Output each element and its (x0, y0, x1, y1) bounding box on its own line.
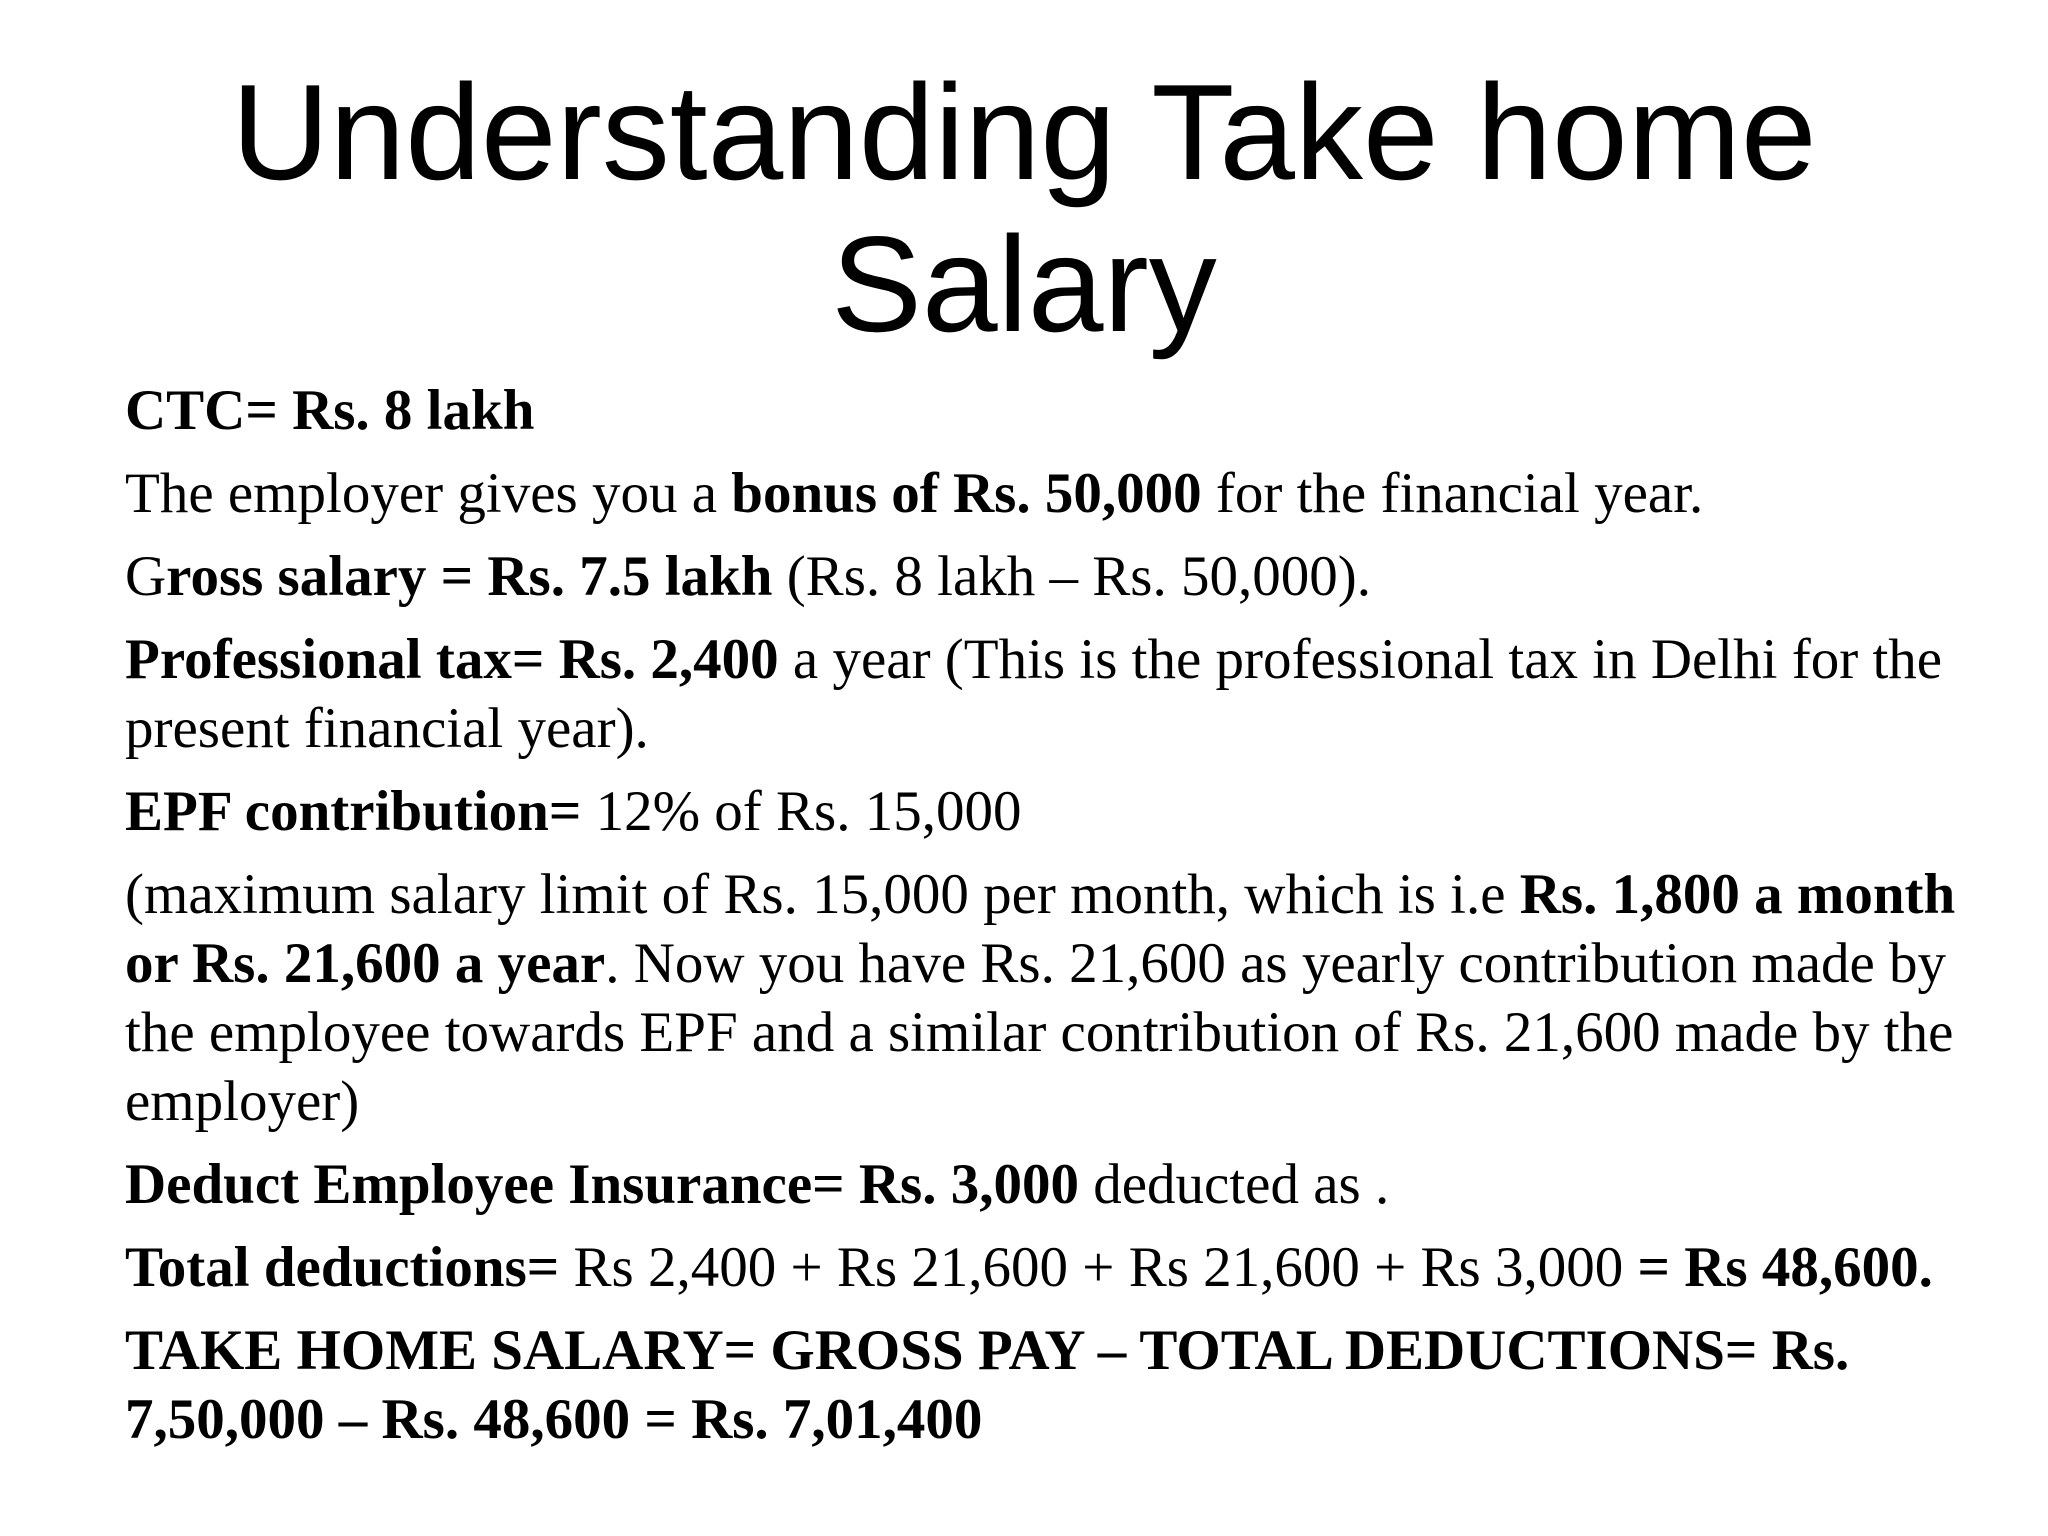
slide-body (125, 376, 1985, 1468)
bonus-line (125, 459, 1985, 528)
epf-note-pre: (maximum salary limit of Rs. 15,000 per month, which is i.e (125, 863, 1520, 926)
professional-tax-line (125, 625, 1985, 763)
bonus-pre: The employer gives you a (125, 462, 732, 525)
total-deductions-mid: Rs 2,400 + Rs 21,600 + Rs 21,600 + Rs 3,000 (559, 1236, 1638, 1299)
insurance-line (125, 1150, 1985, 1219)
total-deductions-result: = Rs 48,600. (1637, 1236, 1933, 1299)
total-deductions-line (125, 1233, 1985, 1302)
take-home-line (125, 1316, 1985, 1454)
gross-post: (Rs. 8 lakh – Rs. 50,000). (772, 545, 1371, 608)
ctc-label: CTC= Rs. 8 lakh (125, 379, 535, 442)
ctc-line (125, 376, 1985, 445)
insurance-bold: Deduct Employee Insurance= Rs. 3,000 (125, 1153, 1079, 1216)
title-line-1: Understanding Take home (231, 56, 1817, 208)
professional-tax-bold: Professional tax= Rs. 2,400 (125, 628, 779, 691)
total-deductions-bold: Total deductions= (125, 1236, 560, 1299)
epf-post: 12% of Rs. 15,000 (581, 780, 1022, 843)
gross-pre: G (125, 545, 167, 608)
take-home-bold: TAKE HOME SALARY= GROSS PAY – TOTAL DEDUCTIONS= Rs. 7,50,000 – Rs. 48,600 = Rs. 7,01,400 (125, 1319, 1850, 1451)
epf-line (125, 777, 1985, 846)
professional-tax-post: a year (This is the professional tax in Delhi for the present financial year). (125, 628, 1943, 760)
gross-salary-line (125, 542, 1985, 611)
bonus-bold: bonus of Rs. 50,000 (731, 462, 1202, 525)
gross-bold: ross salary = Rs. 7.5 lakh (166, 545, 773, 608)
epf-note-bold: Rs. 1,800 a month or Rs. 21,600 a year (125, 863, 1956, 995)
insurance-post: deducted as . (1078, 1153, 1390, 1216)
epf-bold: EPF contribution= (125, 780, 582, 843)
bonus-post: for the financial year. (1201, 462, 1704, 525)
epf-note-line (125, 860, 1985, 1136)
title-line-2: Salary (831, 208, 1217, 360)
slide-title (0, 56, 2048, 360)
epf-note-post: . Now you have Rs. 21,600 as yearly contribution made by the employee towards EPF and a similar contribution of Rs. 21,600 made by the employer) (125, 932, 1954, 1133)
